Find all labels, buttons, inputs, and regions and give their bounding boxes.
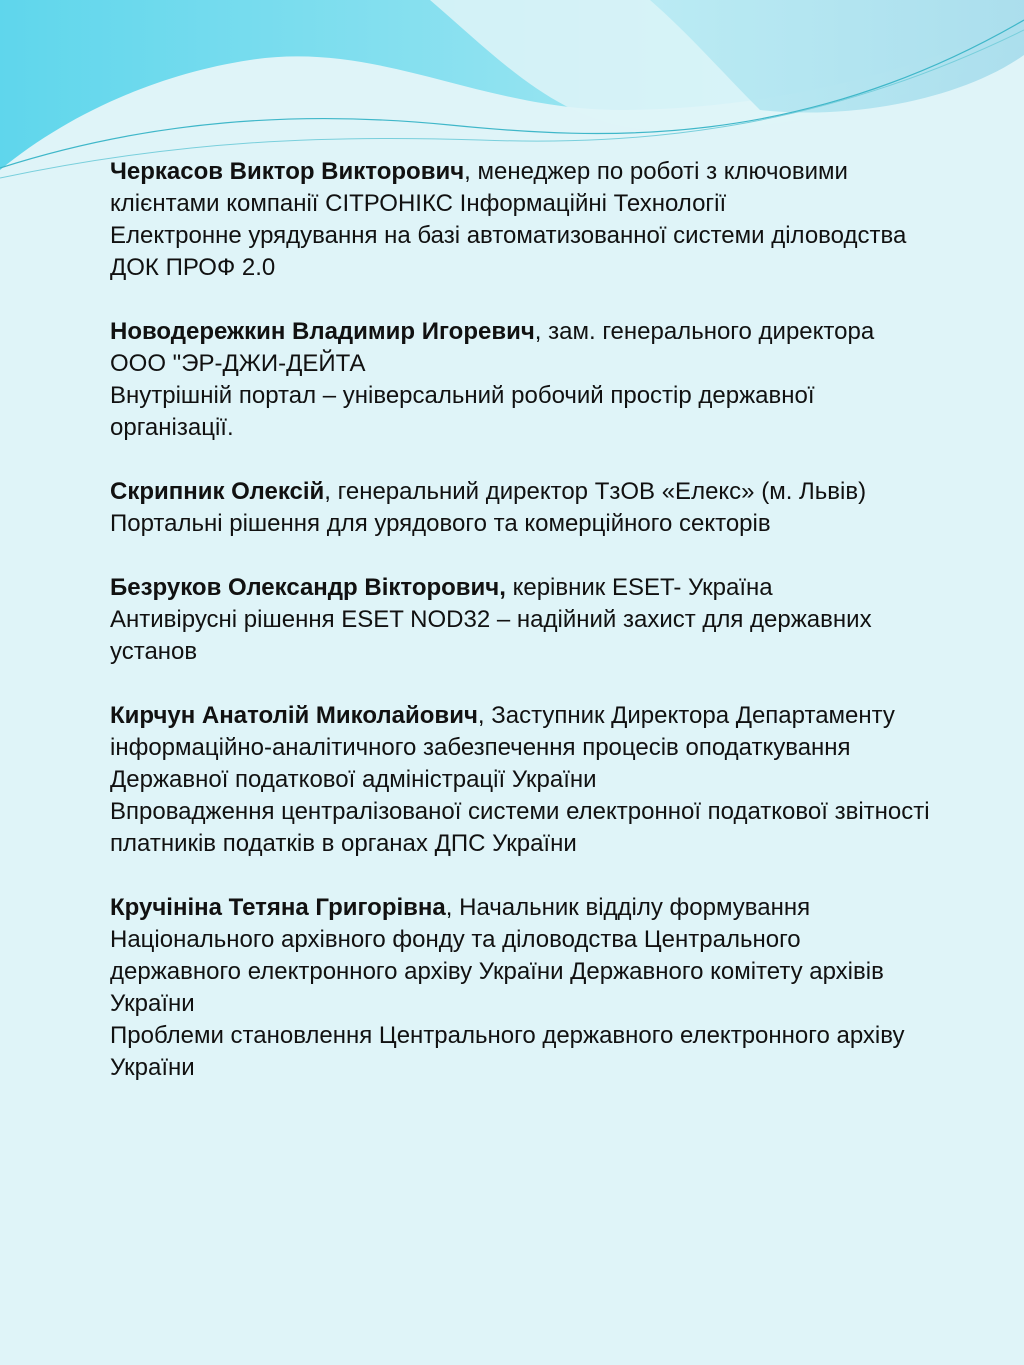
speaker-entry xyxy=(110,572,930,668)
speaker-role: Заступник Директора Департаменту інформаційно-аналітичного забезпечення процесів оподаткування Державної податкової адміністрації України xyxy=(110,702,895,793)
speaker-name: Кручініна Тетяна Григорівна xyxy=(110,894,446,921)
speaker-separator: , xyxy=(324,478,338,505)
speaker-entry xyxy=(110,156,930,284)
speaker-name: Скрипник Олексій xyxy=(110,478,325,505)
speaker-topic: Електронне урядування на базі автоматизованної системи діловодства ДОК ПРОФ 2.0 xyxy=(110,222,907,281)
speaker-entry xyxy=(110,700,930,860)
speaker-name: Новодережкин Владимир Игоревич xyxy=(110,318,535,345)
speaker-list xyxy=(110,156,930,1116)
speaker-separator: , xyxy=(534,318,549,345)
speaker-separator: , xyxy=(445,894,460,921)
speaker-role: менеджер по роботі з ключовими клієнтами компанії СІТРОНІКС Інформаційні Технології xyxy=(110,158,848,217)
speaker-entry xyxy=(110,476,930,540)
speaker-topic: Проблеми становлення Центрального державного електронного архіву України xyxy=(110,1022,905,1081)
speaker-name: Кирчун Анатолій Миколайович xyxy=(110,702,478,729)
speaker-topic: Портальні рішення для урядового та комерційного секторів xyxy=(110,510,771,537)
speaker-role: керівник ESET- Україна xyxy=(512,574,773,601)
speaker-name: Безруков Олександр Вікторович, xyxy=(110,574,506,601)
speaker-separator xyxy=(506,574,513,601)
speaker-role: Начальник відділу формування Національного архівного фонду та діловодства Центрального державного електронного архіву України Державного комітету архівів України xyxy=(110,894,884,1017)
speaker-entry xyxy=(110,316,930,444)
speaker-topic: Впровадження централізованої системи електронної податкової звітності платників податків в органах ДПС України xyxy=(110,798,930,857)
speaker-role: генеральний директор ТзОВ «Елекс» (м. Львів) xyxy=(337,478,867,505)
speaker-entry xyxy=(110,892,930,1084)
speaker-separator: , xyxy=(464,158,478,185)
speaker-separator: , xyxy=(477,702,492,729)
speaker-topic: Антивірусні рішення ESET NOD32 – надійний захист для державних установ xyxy=(110,606,872,665)
speaker-topic: Внутрішній портал – універсальний робочий простір державної організації. xyxy=(110,382,815,441)
speaker-name: Черкасов Виктор Викторович xyxy=(110,158,465,185)
speaker-role: зам. генерального директора ООО "ЭР-ДЖИ-ДЕЙТА xyxy=(110,318,875,377)
